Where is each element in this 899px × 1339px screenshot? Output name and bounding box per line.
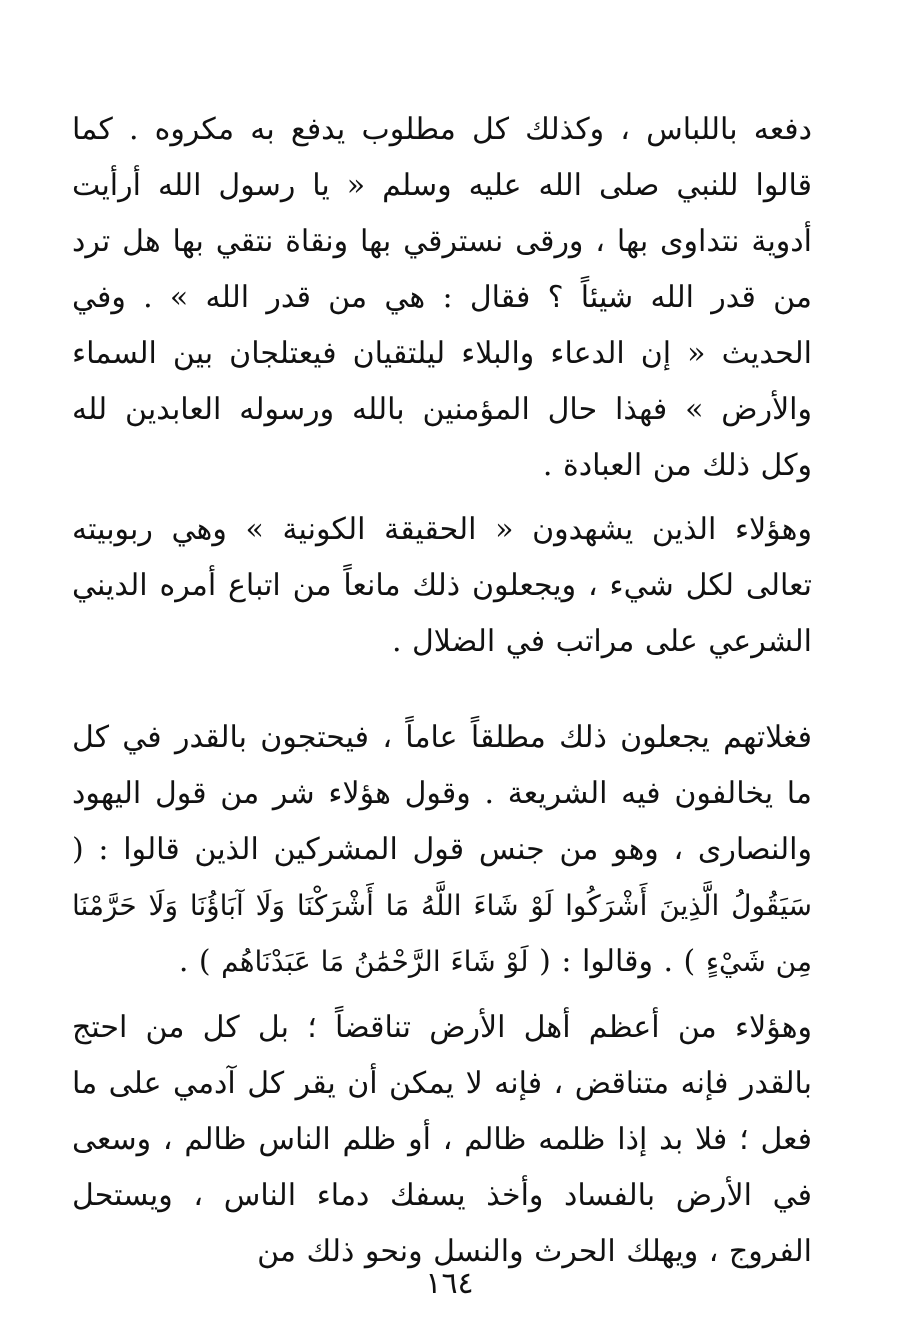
paragraph-1: دفعه باللباس ، وكذلك كل مطلوب يدفع به مكروه . كما قالوا للنبي صلى الله عليه وسلم « يا رسول الله أرأيت أدوية نتداوى بها ، ورقى نسترقي بها ونقاة نتقي بها هل ترد من قدر الله شيئاً ؟ فقال : هي من قدر الله » . وفي الحديث « إن الدعاء والبلاء ليلتقيان فيعتلجان بين السماء والأرض » فهذا حال المؤمنين بالله ورسوله العابدين لله وكل ذلك من العبادة . xyxy=(72,112,812,483)
quran-quote-2: لَوْ شَاءَ الرَّحْمَٰنُ مَا عَبَدْنَاهُم xyxy=(221,945,529,978)
paragraph-3-between-quotes: ) . وقالوا : ( xyxy=(539,944,696,979)
paragraph-3-ending: ) . xyxy=(178,944,211,979)
paragraph-3-intro: فغلاتهم يجعلون ذلك مطلقاً عاماً ، فيحتجون بالقدر في كل ما يخالفون فيه الشريعة . وقول هؤلاء شر من قول اليهود والنصارى ، وهو من جنس قول المشركين الذين قالوا : ( xyxy=(72,720,812,867)
paragraph-3 xyxy=(72,710,812,990)
paragraph-2: وهؤلاء الذين يشهدون « الحقيقة الكونية » وهي ربوبيته تعالى لكل شيء ، ويجعلون ذلك مانعاً من اتباع أمره الديني الشرعي على مراتب في الضلال . xyxy=(72,512,812,659)
quran-quote-1: سَيَقُولُ الَّذِينَ أَشْرَكُوا لَوْ شَاءَ اللَّهُ مَا أَشْرَكْنَا وَلَا آبَاؤُنَا وَلَا حَرَّمْنَا مِن شَيْءٍ xyxy=(72,889,812,978)
page-number: ١٦٤ xyxy=(425,1266,474,1301)
paragraph-4: وهؤلاء من أعظم أهل الأرض تناقضاً ؛ بل كل من احتج بالقدر فإنه متناقض ، فإنه لا يمكن أن يقر كل آدمي على ما فعل ؛ فلا بد إذا ظلمه ظالم ، أو ظلم الناس ظالم ، وسعى في الأرض بالفساد وأخذ يسفك دماء الناس ، ويستحل الفروج ، ويهلك الحرث والنسل ونحو ذلك من xyxy=(72,1010,812,1269)
